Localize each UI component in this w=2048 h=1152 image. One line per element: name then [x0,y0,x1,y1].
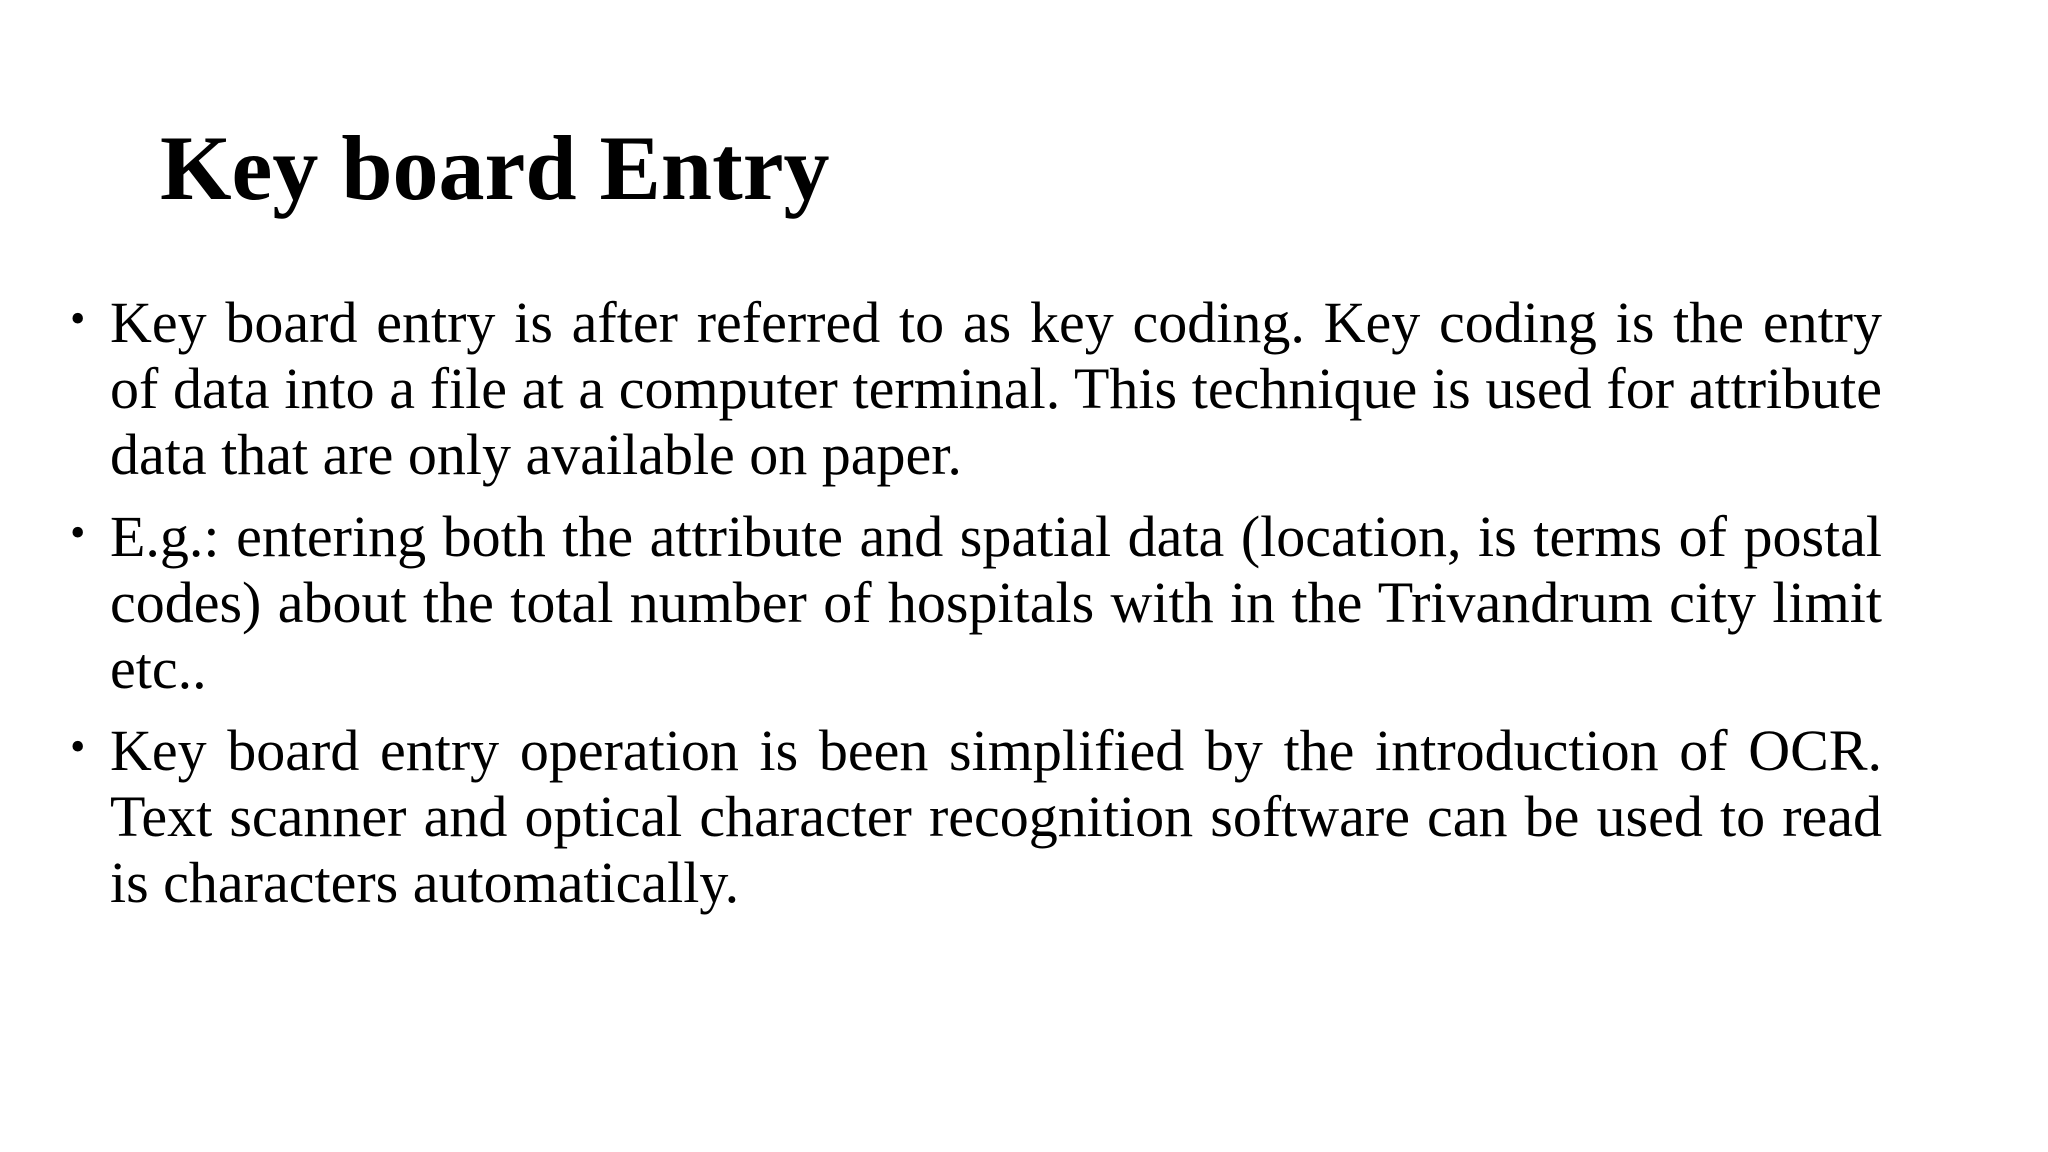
bullet-text: E.g.: entering both the attribute and spatial data (location, is terms of postal codes) about the total number of hospitals with in the Trivandrum city limit etc.. [110,504,1882,701]
bullet-item [70,290,1882,488]
bullet-icon: • [70,722,86,771]
bullet-icon: • [70,294,86,343]
bullet-icon: • [70,508,86,557]
slide-title: Key board Entry [160,117,830,219]
bullet-text: Key board entry is after referred to as key coding. Key coding is the entry of data into a file at a computer terminal. This technique is used for attribute data that are only available on paper. [110,290,1882,487]
bullet-text: Key board entry operation is been simplified by the introduction of OCR. Text scanner and optical character recognition software can be used to read is characters automatically. [110,718,1882,915]
bullet-item [70,718,1882,916]
bullet-item [70,504,1882,702]
bullet-list [70,290,1882,932]
